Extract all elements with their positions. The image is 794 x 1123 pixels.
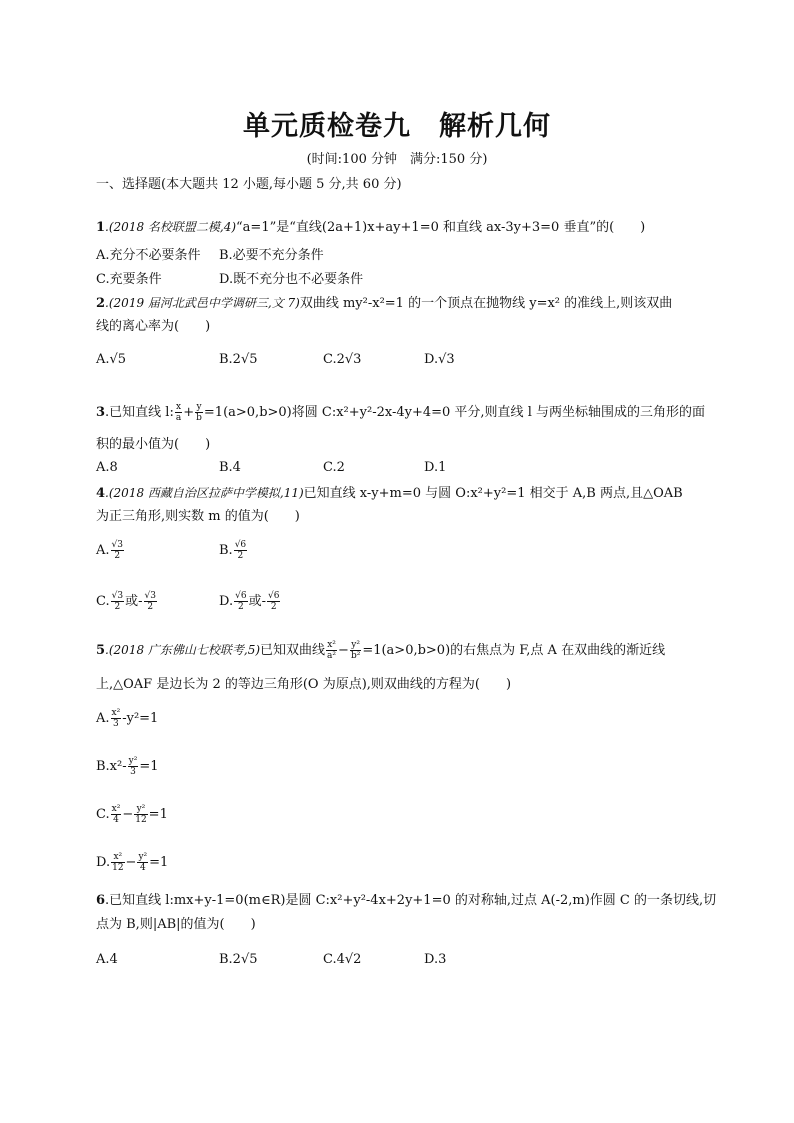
- q4-option-b: B. $\frac{√6}{2}$: [219, 540, 247, 561]
- page-subtitle: (时间:100 分钟 满分:150 分): [306, 152, 488, 167]
- q4-option-d: D. $\frac{√6}{2}$ 或- $\frac{√6}{2}$: [219, 591, 280, 612]
- question-3-stem-line1: [96, 402, 705, 423]
- q5-option-d: D. $\frac{\text{x²}}{12}$ − $\frac{\text{y²}}{4}$ =1: [96, 852, 169, 873]
- section-heading: 一、选择题(本大题共 12 小题,每小题 5 分,共 60 分): [96, 177, 402, 192]
- q5-option-c: C. $\frac{\text{x²}}{4}$ − $\frac{\text{y²}}{12}$ =1: [96, 804, 168, 825]
- question-text: =1(a>0,b>0)将圆 C:x²+y²-2x-4y+4=0 平分,则直线 l 与两坐标轴围成的三角形的面: [203, 405, 705, 420]
- page-title: 单元质检卷九 解析几何: [243, 111, 551, 142]
- q4-option-c: C. $\frac{√3}{2}$ 或- $\frac{√3}{2}$: [96, 591, 156, 612]
- q3-option-a: A.8: [96, 460, 118, 475]
- q5-option-b: B.x²- $\frac{\text{y²}}{3}$ =1: [96, 756, 159, 777]
- fraction: $\frac{√6}{2}$: [235, 591, 247, 612]
- q1-option-c: C.充要条件: [96, 272, 162, 287]
- plus-sign: +: [183, 405, 195, 420]
- question-number: 2: [96, 296, 106, 311]
- question-source: .(2019 届河北武邑中学调研三,文 7): [105, 296, 300, 310]
- q2-option-a: A.√5: [96, 352, 127, 367]
- q5-option-a: A. $\frac{\text{x²}}{3}$ -y²=1: [96, 708, 159, 729]
- q6-option-c: C.4√2: [323, 952, 362, 967]
- fraction: $\frac{\text{x²}}{\text{a²}}$: [327, 640, 337, 661]
- q4-option-a: A. $\frac{√3}{2}$: [96, 540, 123, 561]
- q6-option-d: D.3: [424, 952, 447, 967]
- question-5-stem-line1: 5.(2018 广东佛山七校联考,5)已知双曲线 $\frac{\text{x²}}{\text{a²}}$ − $\frac{\text{y²}}{\text{b²}}$ =1(a>0,b>0)的右焦点为 F,点 A 在双曲线的渐近线: [96, 640, 666, 661]
- question-text: 双曲线 my²-x²=1 的一个顶点在抛物线 y=x² 的准线上,则该双曲: [299, 296, 673, 311]
- question-4-stem-line1: [96, 484, 683, 503]
- q6-option-b: B.2√5: [219, 952, 258, 967]
- q1-option-d: D.既不充分也不必要条件: [219, 272, 364, 287]
- question-5-stem-line2: 上,△OAF 是边长为 2 的等边三角形(O 为原点),则双曲线的方程为( ): [96, 677, 512, 692]
- question-text: 已知双曲线: [260, 643, 326, 658]
- question-2-stem-line2: 线的离心率为( ): [96, 319, 211, 334]
- fraction: $\frac{\text{x²}}{12}$: [112, 852, 124, 873]
- question-text: .已知直线 l:mx+y-1=0(m∈R)是圆 C:x²+y²-4x+2y+1=0 的对称轴,过点 A(-2,m)作圆 C 的一条切线,切: [105, 893, 717, 908]
- fraction: $\frac{\text{x²}}{4}$: [111, 804, 121, 825]
- question-text: .已知直线 l:: [105, 405, 174, 420]
- question-2-stem-line1: [96, 294, 672, 313]
- fraction: $\frac{\text{y²}}{\text{b²}}$: [350, 640, 361, 661]
- q2-option-c: C.2√3: [323, 352, 362, 367]
- question-number: 1: [96, 220, 106, 235]
- question-number: 4: [96, 486, 106, 501]
- question-source: .(2018 西藏自治区拉萨中学模拟,11): [105, 486, 304, 500]
- fraction: $\frac{√6}{2}$: [267, 591, 280, 612]
- fraction: $\frac{\text{x²}}{3}$: [111, 708, 121, 729]
- question-1-stem: [96, 218, 645, 237]
- question-4-stem-line2: 为正三角形,则实数 m 的值为( ): [96, 509, 300, 524]
- fraction: $\frac{√3}{2}$: [111, 540, 123, 561]
- fraction: $\frac{√3}{2}$: [111, 591, 124, 612]
- question-text: 已知直线 x-y+m=0 与圆 O:x²+y²=1 相交于 A,B 两点,且△OAB: [303, 486, 683, 501]
- fraction: $\frac{\text{y²}}{3}$: [128, 756, 138, 777]
- fraction: $\frac{√3}{2}$: [144, 591, 156, 612]
- question-3-stem-line2: 积的最小值为( ): [96, 437, 211, 452]
- question-text: “a=1”是“直线(2a+1)x+ay+1=0 和直线 ax-3y+3=0 垂直”的( ): [236, 220, 646, 235]
- fraction-x-over-a: $\frac{x}{a}$: [175, 402, 182, 423]
- fraction: $\frac{\text{y²}}{4}$: [138, 852, 148, 873]
- question-source: .(2018 名校联盟二模,4): [105, 220, 237, 234]
- q2-option-d: D.√3: [424, 352, 455, 367]
- question-source: .(2018 广东佛山七校联考,5): [105, 643, 261, 657]
- q3-option-d: D.1: [424, 460, 447, 475]
- q1-option-a: A.充分不必要条件: [96, 248, 201, 263]
- question-number: 6: [96, 893, 106, 908]
- question-6-stem-line1: [96, 892, 716, 910]
- q6-option-a: A.4: [96, 952, 118, 967]
- q3-option-c: C.2: [323, 460, 345, 475]
- question-number: 3: [96, 405, 106, 420]
- fraction-y-over-b: $\frac{y}{b}$: [196, 402, 202, 423]
- q3-option-b: B.4: [219, 460, 241, 475]
- fraction: $\frac{√6}{2}$: [234, 540, 247, 561]
- q2-option-b: B.2√5: [219, 352, 258, 367]
- question-number: 5: [96, 643, 106, 658]
- question-text: =1(a>0,b>0)的右焦点为 F,点 A 在双曲线的渐近线: [362, 643, 666, 658]
- q1-option-b: B.必要不充分条件: [219, 248, 324, 263]
- question-6-stem-line2: 点为 B,则|AB|的值为( ): [96, 917, 256, 932]
- fraction: $\frac{\text{y²}}{12}$: [135, 804, 147, 825]
